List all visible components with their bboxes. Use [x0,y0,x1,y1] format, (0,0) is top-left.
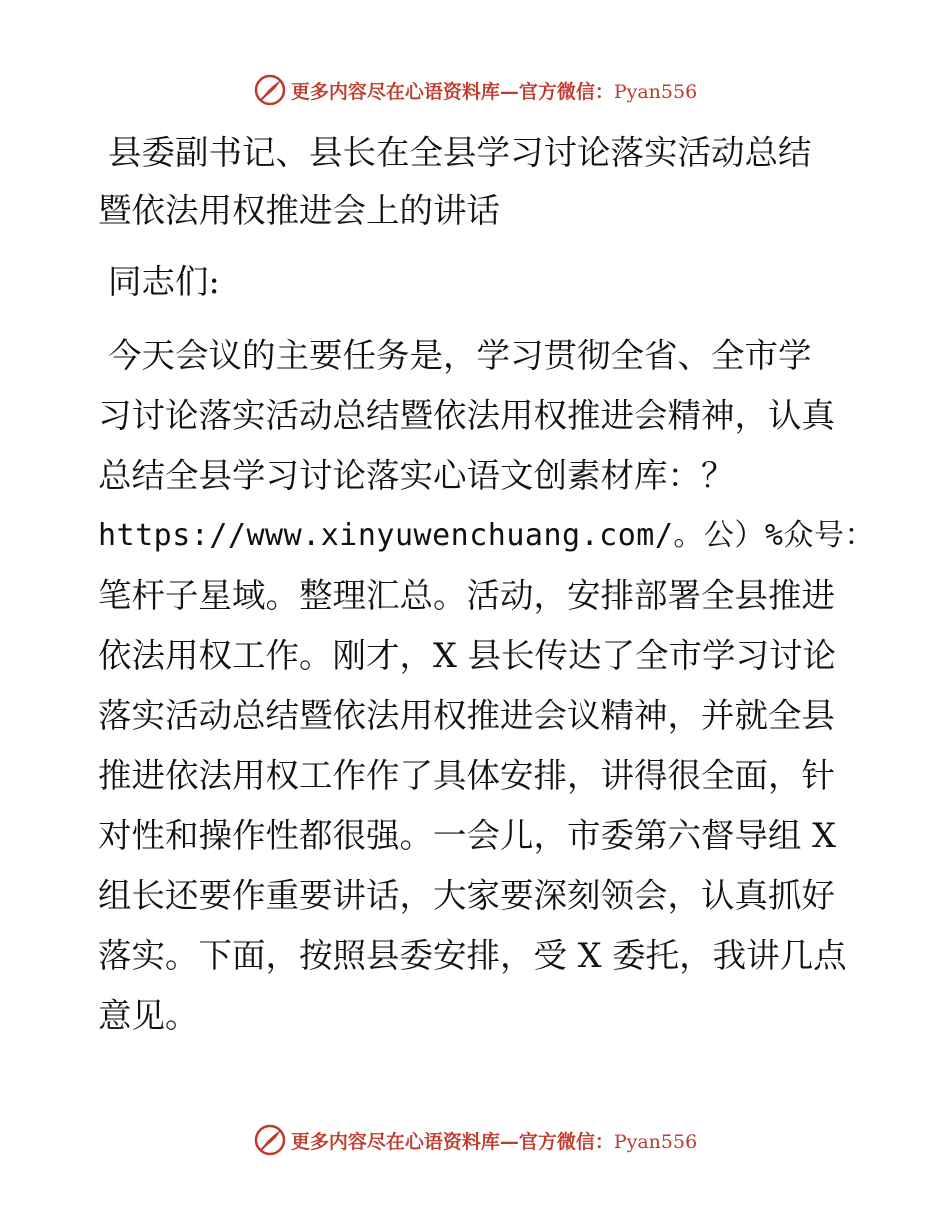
body-line: 推进依法用权工作作了具体安排，讲得很全面，针 [98,756,835,795]
body-line: 对性和操作性都很强。一会儿，市委第六督导组 X [98,816,836,855]
watermark-text [291,1127,697,1154]
body-line: 总结全县学习讨论落实心语文创素材库：？ [98,456,735,495]
watermark-label: 更多内容尽在心语资料库—官方微信： [290,1130,614,1153]
body-line: 笔杆子星域。整理汇总。活动，安排部署全县推进 [98,576,835,615]
body-line: 意见。 [98,996,199,1035]
watermark-wechat-id: Pyan556 [613,1130,698,1153]
watermark-label: 更多内容尽在心语资料库—官方微信： [290,80,614,103]
body-line: 组长还要作重要讲话，大家要深刻领会，认真抓好 [98,876,835,915]
footer-watermark-banner [0,1120,950,1160]
body-line: 依法用权工作。刚才，X 县长传达了全市学习讨论 [98,636,836,675]
document-title [98,124,858,240]
body-line: 落实。下面，按照县委安排，受 X 委托，我讲几点 [98,936,847,975]
title-line-2: 暨依法用权推进会上的讲话 [98,191,500,230]
salutation: 同志们: [108,262,220,301]
watermark-wechat-id: Pyan556 [613,80,698,103]
watermark-text [291,77,697,104]
feather-pen-logo-icon [253,1123,287,1157]
title-line-1: 县委副书记、县长在全县学习讨论落实活动总结 [108,133,812,172]
body-line: 习讨论落实活动总结暨依法用权推进会精神，认真 [98,396,835,435]
header-watermark-banner [0,70,950,110]
body-line: 落实活动总结暨依法用权推进会议精神，并就全县 [98,696,835,735]
body-line-url: https://www.xinyuwenchuang.com/。公）%众号： [98,518,875,553]
body-line: 今天会议的主要任务是，学习贯彻全省、全市学 [108,336,812,375]
body-paragraph [98,326,875,1046]
feather-pen-logo-icon [253,73,287,107]
